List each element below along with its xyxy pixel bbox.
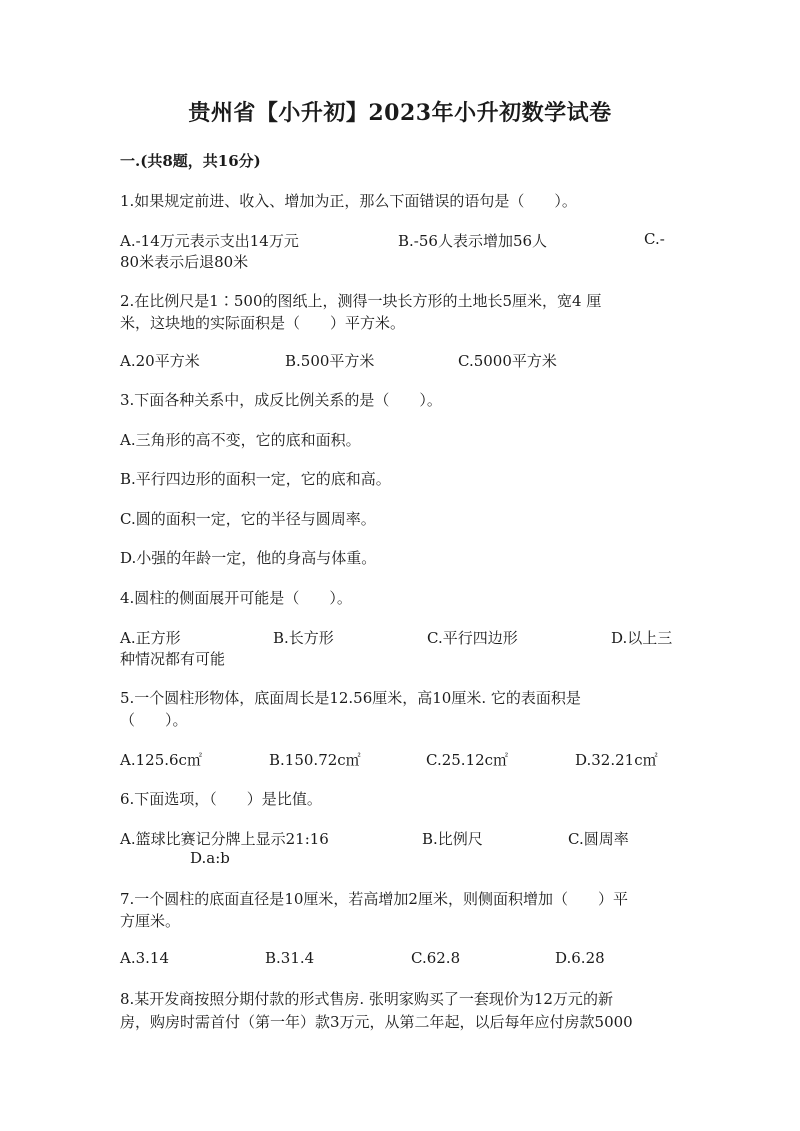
question-5-option-d: D.32.21c㎡ [575,751,658,769]
question-6-option-c: C.圆周率 [568,830,629,848]
question-1-option-c-cont: 80米表示后退80米 [120,253,249,271]
question-2-option-a: A.20平方米 [120,352,200,370]
question-4-option-d-cont: 种情况都有可能 [120,650,226,668]
question-2-stem-line2: 米，这块地的实际面积是（ ）平方米。 [120,314,406,332]
question-6-option-d: D.a:b [190,849,230,867]
question-7-option-c: C.62.8 [411,949,461,967]
question-1-option-a: A.-14万元表示支出14万元 [120,232,299,250]
question-6-option-b: B.比例尺 [422,830,483,848]
question-3-stem: 3.下面各种关系中，成反比例关系的是（ ）。 [120,391,442,409]
question-7-stem-line2: 方厘米。 [120,912,181,930]
question-5-option-b: B.150.72c㎡ [269,751,361,769]
question-8-stem-line2: 房，购房时需首付（第一年）款3万元，从第二年起，以后每年应付房款5000 [120,1013,633,1031]
question-4-option-d: D.以上三 [611,629,673,647]
question-7-stem-line1: 7.一个圆柱的底面直径是10厘米，若高增加2厘米，则侧面积增加（ ）平 [120,890,628,908]
question-7-option-a: A.3.14 [120,949,169,967]
question-2-stem-line1: 2.在比例尺是1∶500的图纸上，测得一块长方形的土地长5厘米，宽4 厘 [120,292,602,310]
question-5-option-a: A.125.6c㎡ [120,751,202,769]
question-7-option-b: B.31.4 [265,949,315,967]
question-3-option-b: B.平行四边形的面积一定，它的底和高。 [120,470,391,488]
section-heading: 一.(共8题，共16分) [120,152,261,170]
question-7-option-d: D.6.28 [555,949,605,967]
question-4-option-b: B.长方形 [273,629,334,647]
question-1-option-b: B.-56人表示增加56人 [398,232,548,250]
question-6-option-a: A.篮球比赛记分牌上显示21:16 [120,830,329,848]
question-5-stem-line1: 5.一个圆柱形物体，底面周长是12.56厘米，高10厘米. 它的表面积是 [120,689,581,707]
question-1-stem: 1.如果规定前进、收入、增加为正，那么下面错误的语句是（ ）。 [120,192,577,210]
question-2-option-b: B.500平方米 [285,352,375,370]
question-4-stem: 4.圆柱的侧面展开可能是（ ）。 [120,589,352,607]
exam-title: 贵州省【小升初】2023年小升初数学试卷 [188,100,612,126]
question-6-stem: 6.下面选项，（ ）是比值。 [120,790,322,808]
question-1-option-c: C.- [644,230,665,248]
question-2-option-c: C.5000平方米 [458,352,557,370]
question-4-option-c: C.平行四边形 [427,629,518,647]
question-3-option-a: A.三角形的高不变，它的底和面积。 [120,431,361,449]
question-4-option-a: A.正方形 [120,629,181,647]
question-5-stem-line2: （ ）。 [120,711,188,729]
question-3-option-d: D.小强的年龄一定，他的身高与体重。 [120,549,377,567]
question-3-option-c: C.圆的面积一定，它的半径与圆周率。 [120,510,376,528]
question-8-stem-line1: 8.某开发商按照分期付款的形式售房. 张明家购买了一套现价为12万元的新 [120,990,613,1008]
question-5-option-c: C.25.12c㎡ [426,751,509,769]
